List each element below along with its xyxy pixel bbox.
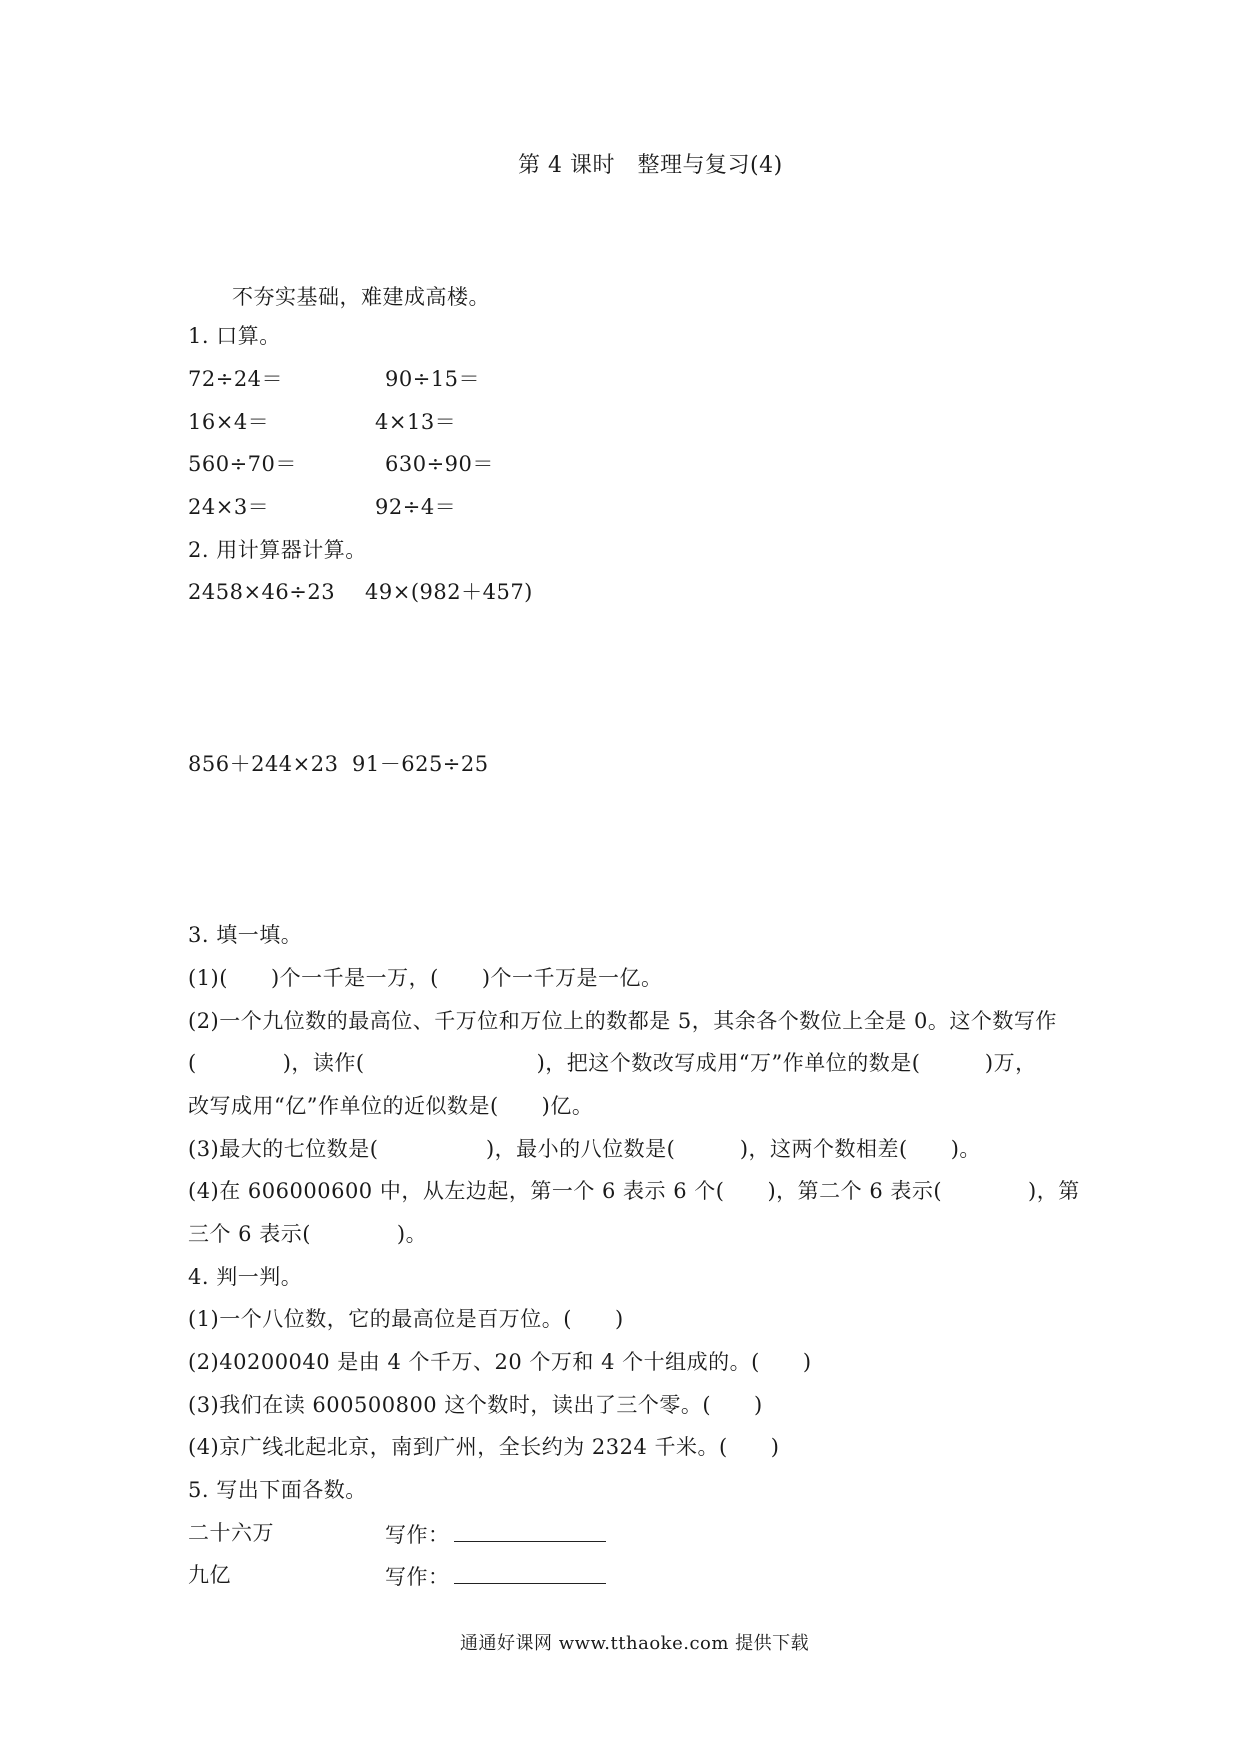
write-prompt: 写作： (385, 1565, 450, 1589)
calculator-item: 2458×46÷23 (188, 580, 336, 604)
oral-calc-item: 630÷90＝ (385, 452, 494, 476)
answer-line[interactable] (454, 1561, 606, 1584)
write-number-row (385, 1561, 606, 1591)
oral-calc-item: 560÷70＝ (188, 452, 297, 476)
judge-item: (2)40200040 是由 4 个千万、20 个万和 4 个十组成的。( ) (188, 1350, 812, 1374)
oral-calc-item: 16×4＝ (188, 410, 270, 434)
write-number-label: 九亿 (188, 1563, 231, 1587)
section-2-heading: 2. 用计算器计算。 (188, 538, 367, 562)
fill-question-2-line-3: 改写成用“亿”作单位的近似数是( )亿。 (188, 1094, 594, 1118)
calculator-item: 91－625÷25 (352, 752, 489, 776)
section-5-heading: 5. 写出下面各数。 (188, 1478, 367, 1502)
write-prompt: 写作： (385, 1523, 450, 1547)
calculator-item: 49×(982＋457) (365, 580, 533, 604)
answer-line[interactable] (454, 1519, 606, 1542)
oral-calc-item: 90÷15＝ (385, 367, 481, 391)
judge-item: (3)我们在读 600500800 这个数时，读出了三个零。( ) (188, 1393, 763, 1417)
page-title: 第 4 课时 整理与复习(4) (518, 153, 783, 178)
motto: 不夯实基础，难建成高楼。 (232, 285, 490, 309)
write-number-row (385, 1519, 606, 1549)
oral-calc-item: 24×3＝ (188, 495, 270, 519)
write-number-label: 二十六万 (188, 1521, 274, 1545)
judge-item: (1)一个八位数，它的最高位是百万位。( ) (188, 1307, 624, 1331)
footer-source: 通通好课网 www.tthaoke.com 提供下载 (460, 1633, 810, 1654)
calculator-item: 856＋244×23 (188, 752, 339, 776)
section-3-heading: 3. 填一填。 (188, 923, 303, 947)
fill-question-3: (3)最大的七位数是( )，最小的八位数是( )，这两个数相差( )。 (188, 1137, 981, 1161)
fill-question-4-line-2: 三个 6 表示( )。 (188, 1222, 428, 1246)
section-1-heading: 1. 口算。 (188, 324, 281, 348)
fill-question-1: (1)( )个一千是一万，( )个一千万是一亿。 (188, 966, 663, 990)
oral-calc-item: 4×13＝ (375, 410, 457, 434)
oral-calc-item: 72÷24＝ (188, 367, 284, 391)
section-4-heading: 4. 判一判。 (188, 1265, 303, 1289)
oral-calc-item: 92÷4＝ (375, 495, 457, 519)
judge-item: (4)京广线北起北京，南到广州，全长约为 2324 千米。( ) (188, 1435, 780, 1459)
fill-question-4-line-1: (4)在 606000600 中，从左边起，第一个 6 表示 6 个( )，第二个 6 表示( )，第 (188, 1179, 1080, 1203)
fill-question-2-line-2: ( )，读作( )，把这个数改写成用“万”作单位的数是( )万， (188, 1051, 1037, 1075)
fill-question-2-line-1: (2)一个九位数的最高位、千万位和万位上的数都是 5，其余各个数位上全是 0。这个数写作 (188, 1009, 1057, 1033)
